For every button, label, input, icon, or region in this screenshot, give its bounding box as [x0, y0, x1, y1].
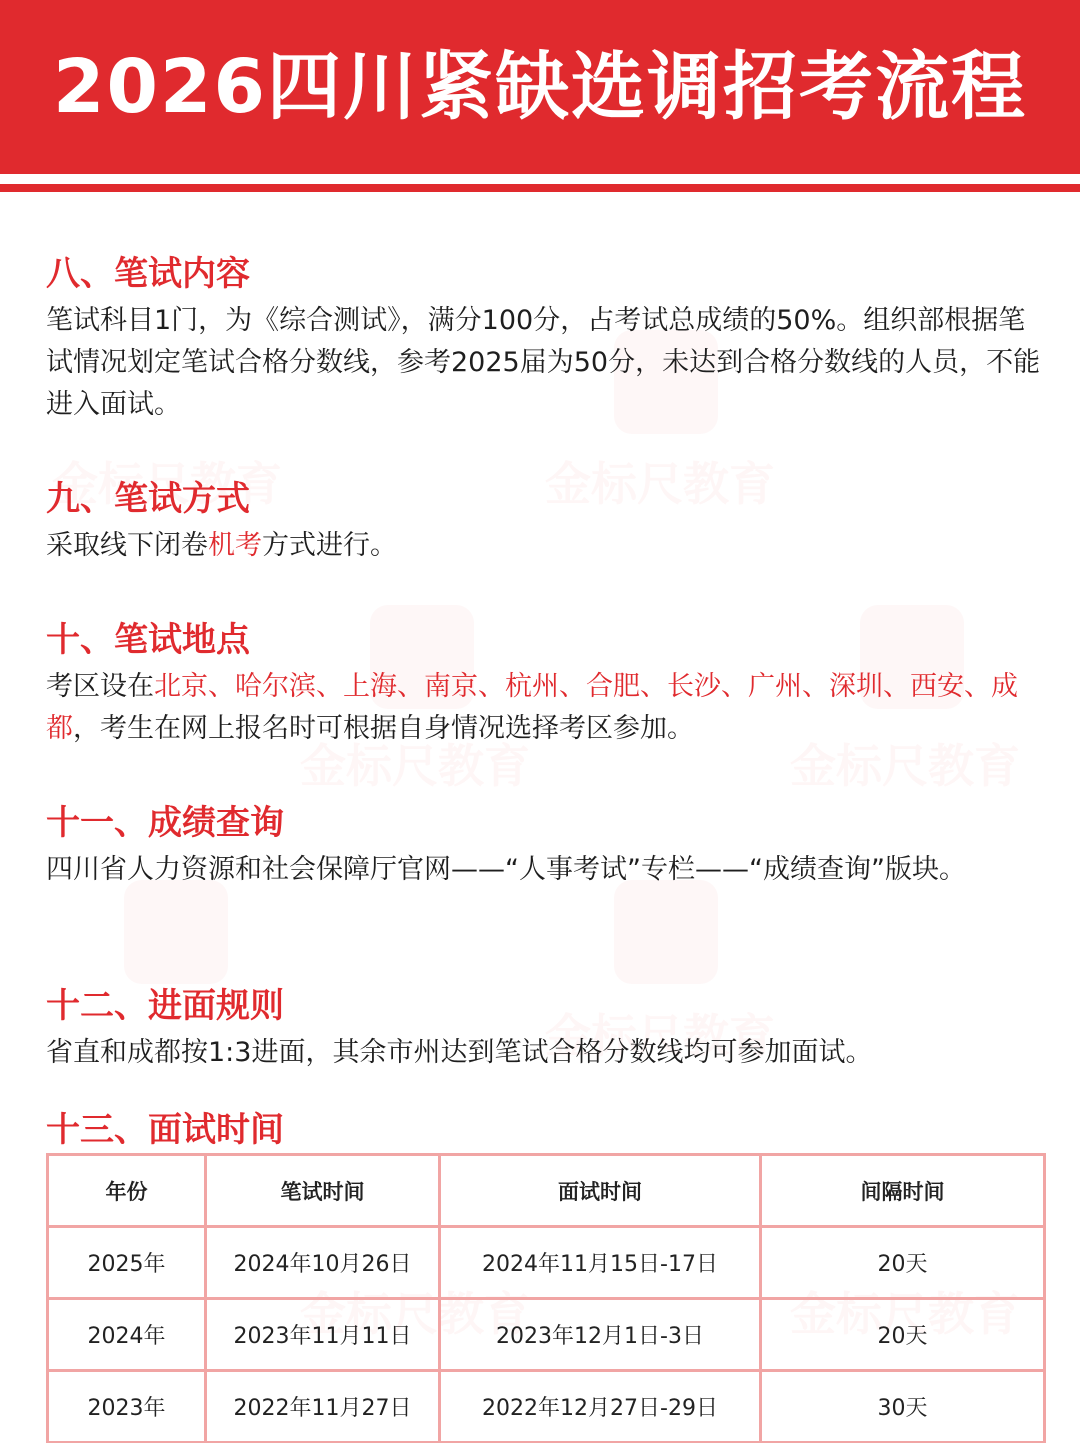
section-written-content [46, 254, 1042, 426]
section-interview-time [46, 1110, 1042, 1150]
column-header: 笔试时间 [206, 1155, 440, 1227]
city-name: 上海 [343, 671, 397, 702]
table-cell: 2024年11月15日-17日 [440, 1227, 761, 1299]
section-body [46, 525, 1042, 567]
table-cell: 2023年 [48, 1371, 206, 1443]
column-header: 年份 [48, 1155, 206, 1227]
city-separator: 、 [721, 671, 748, 702]
header-divider [0, 184, 1080, 192]
city-separator: 、 [478, 671, 505, 702]
city-separator: 、 [397, 671, 424, 702]
watermark-logo-icon [124, 880, 228, 984]
page-title: 2026四川紧缺选调招考流程 [53, 44, 1027, 130]
city-name: 杭州 [505, 671, 559, 702]
table-row [48, 1299, 1045, 1371]
city-separator: 、 [316, 671, 343, 702]
city-name: 哈尔滨 [235, 671, 316, 702]
table-row [48, 1371, 1045, 1443]
table-cell: 2023年11月11日 [206, 1299, 440, 1371]
section-written-method [46, 479, 1042, 567]
section-score-query [46, 803, 1042, 891]
header-banner [0, 0, 1080, 174]
section-written-location [46, 620, 1042, 750]
table-cell: 2025年 [48, 1227, 206, 1299]
section-body: 省直和成都按1:3进面，其余市州达到笔试合格分数线均可参加面试。 [46, 1037, 873, 1068]
city-separator: 、 [640, 671, 667, 702]
body-text: 方式进行。 [262, 530, 397, 561]
column-header: 间隔时间 [761, 1155, 1045, 1227]
header-gap [0, 174, 1080, 184]
highlight-text: 机考 [208, 530, 262, 561]
table-cell: 2022年11月27日 [206, 1371, 440, 1443]
city-name: 广州 [748, 671, 802, 702]
body-text: ，考生在网上报名时可根据自身情况选择考区参加。 [73, 713, 694, 744]
section-body [46, 666, 1042, 750]
city-separator: 、 [883, 671, 910, 702]
section-body: 四川省人力资源和社会保障厅官网——“人事考试”专栏——“成绩查询”版块。 [46, 854, 966, 885]
table-cell: 2024年10月26日 [206, 1227, 440, 1299]
city-separator: 、 [964, 671, 991, 702]
city-separator: 、 [559, 671, 586, 702]
schedule-table [46, 1153, 1046, 1443]
section-interview-rules [46, 986, 1042, 1074]
city-name: 深圳 [829, 671, 883, 702]
city-name: 成都 [46, 671, 1018, 744]
section-heading: 九、笔试方式 [46, 479, 250, 519]
body-text: 采取线下闭卷 [46, 530, 208, 561]
city-separator: 、 [208, 671, 235, 702]
column-header: 面试时间 [440, 1155, 761, 1227]
table-cell: 30天 [761, 1371, 1045, 1443]
section-heading: 十三、面试时间 [46, 1110, 284, 1150]
table-cell: 2024年 [48, 1299, 206, 1371]
table-cell: 20天 [761, 1299, 1045, 1371]
city-name: 长沙 [667, 671, 721, 702]
watermark-logo-icon [614, 880, 718, 984]
section-body: 笔试科目1门，为《综合测试》，满分100分，占考试总成绩的50%。组织部根据笔试情况划定笔试合格分数线，参考2025届为50分，未达到合格分数线的人员，不能进入面试。 [46, 305, 1041, 420]
section-heading: 八、笔试内容 [46, 254, 250, 294]
city-name: 西安 [910, 671, 964, 702]
table-cell: 2023年12月1日-3日 [440, 1299, 761, 1371]
table-cell: 2022年12月27日-29日 [440, 1371, 761, 1443]
table-cell: 20天 [761, 1227, 1045, 1299]
section-heading: 十二、进面规则 [46, 986, 284, 1026]
city-name: 合肥 [586, 671, 640, 702]
section-heading: 十一、成绩查询 [46, 803, 284, 843]
table-header-row [48, 1155, 1045, 1227]
city-name: 北京 [154, 671, 208, 702]
section-heading: 十、笔试地点 [46, 620, 250, 660]
table-row [48, 1227, 1045, 1299]
city-separator: 、 [802, 671, 829, 702]
city-name: 南京 [424, 671, 478, 702]
body-text: 考区设在 [46, 671, 154, 702]
